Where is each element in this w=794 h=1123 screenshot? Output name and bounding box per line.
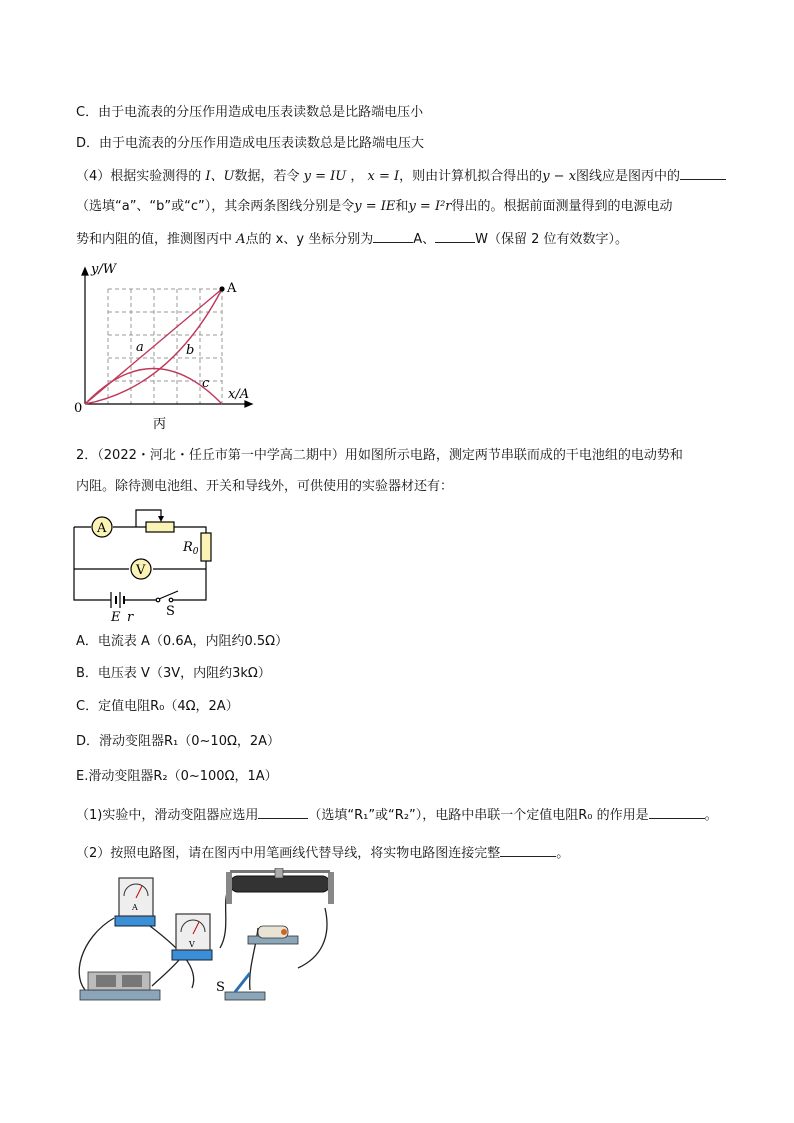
ammeter-device bbox=[115, 878, 155, 926]
equipment-a: A．电流表 A（0.6A，内阻约0.5Ω） bbox=[76, 634, 289, 649]
point-a-label: A bbox=[227, 281, 237, 296]
equipment-b: B．电压表 V（3V，内阻约3kΩ） bbox=[76, 666, 271, 681]
q2-line1: 2．（2022・河北・任丘市第一中学高二期中）用如图所示电路，测定两节串联而成的干电池组的电动势和 bbox=[76, 448, 683, 463]
switch-device-label: S bbox=[216, 980, 225, 995]
sub-question-2: （2）按照电路图，请在图丙中用笔画线代替导线，将实物电路图连接完整 。 bbox=[76, 842, 569, 864]
x-axis-label: x/A bbox=[228, 387, 250, 402]
curve-b-label: b bbox=[186, 343, 195, 358]
sub-question-1: （1)实验中，滑动变阻器应选用 （选填“R₁”或“R₂”），电路中串联一个定值电阻R₀ 的作用是 。 bbox=[76, 804, 718, 826]
origin-label: 0 bbox=[74, 401, 83, 416]
rheostat-device bbox=[226, 868, 334, 904]
rheostat-arrow bbox=[158, 516, 164, 522]
voltmeter-device-label: V bbox=[189, 940, 195, 949]
ammeter-device-label: A bbox=[132, 903, 138, 912]
q2-line2: 内阻。除待测电池组、开关和导线外，可供使用的实验器材还有： bbox=[76, 479, 454, 494]
answer-blank-rheostat[interactable] bbox=[258, 804, 308, 819]
battery-box-device bbox=[80, 972, 160, 1000]
voltmeter-device bbox=[172, 914, 212, 960]
internal-resistance-label: r bbox=[127, 610, 134, 623]
fixed-resistor-symbol bbox=[201, 533, 211, 561]
y-axis-label: y/W bbox=[91, 262, 117, 277]
option-c: C．由于电流表的分压作用造成电压表读数总是比路端电压小 bbox=[76, 105, 424, 120]
voltmeter-label: V bbox=[136, 563, 146, 578]
equipment-c: C．定值电阻R₀（4Ω，2A） bbox=[76, 699, 239, 714]
battery-symbol bbox=[111, 592, 124, 608]
switch-label: S bbox=[166, 604, 175, 619]
equipment-e: E.滑动变阻器R₂（0~100Ω，1A） bbox=[76, 769, 278, 784]
answer-blank-wiring[interactable] bbox=[500, 842, 556, 857]
circuit-diagram bbox=[66, 505, 226, 623]
q4-line2: （选填“a”、“b”或“c”），其余两条图线分别是令y = IE和y = I²r得出的。根据前面测量得到的电源电动 bbox=[76, 199, 673, 214]
q4-line1: （4）根据实验测得的 I、U数据，若令 y = IU ， x = I，则由计算机拟合得出的y − x图线应是图丙中的 bbox=[76, 165, 726, 187]
graph-caption: 丙 bbox=[153, 417, 167, 432]
answer-blank-y[interactable] bbox=[435, 228, 475, 243]
emf-label: E bbox=[111, 610, 121, 623]
fixed-resistor-device bbox=[248, 926, 298, 944]
point-a-marker bbox=[219, 286, 224, 291]
answer-blank-r0-role[interactable] bbox=[649, 804, 705, 819]
q4-line3: 势和内阻的值，推测图丙中 A点的 x、y 坐标分别为 A、 W（保留 2 位有效数字）。 bbox=[76, 228, 628, 250]
curve-c-label: c bbox=[202, 376, 210, 391]
switch-device bbox=[225, 973, 265, 1000]
answer-blank-x[interactable] bbox=[373, 228, 413, 243]
ammeter-label: A bbox=[97, 521, 107, 536]
equipment-d: D．滑动变阻器R₁（0~10Ω，2A） bbox=[76, 734, 281, 749]
power-graph bbox=[70, 258, 270, 438]
option-d: D．由于电流表的分压作用造成电压表读数总是比路端电压大 bbox=[76, 136, 425, 151]
answer-blank-curve[interactable] bbox=[680, 165, 726, 180]
curve-a-label: a bbox=[136, 340, 144, 355]
r0-label: $R_0$ bbox=[183, 540, 199, 557]
apparatus-illustration bbox=[70, 868, 360, 1018]
rheostat-symbol bbox=[146, 522, 174, 532]
